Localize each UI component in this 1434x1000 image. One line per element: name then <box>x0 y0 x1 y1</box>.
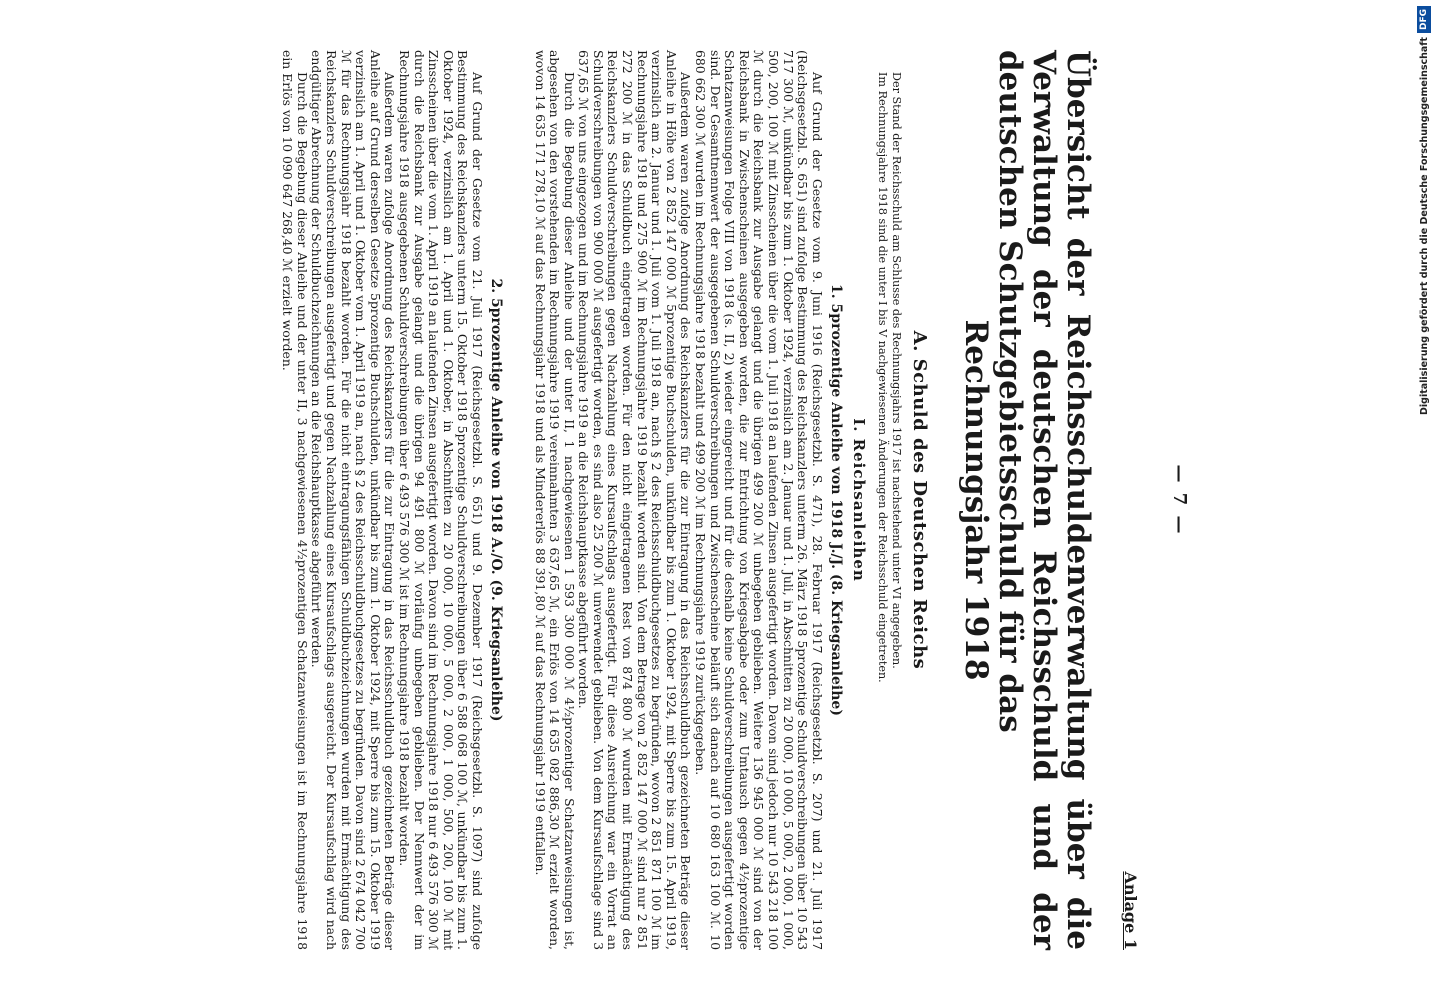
section-spacer <box>510 50 532 950</box>
section-a-intro-line: Der Stand der Reichsschuld am Schlusse des Rechnungsjahrs 1917 ist nachstehend unter VI angegeben. <box>890 72 903 669</box>
annex-label: Anlage 1 <box>1121 871 1140 950</box>
subsection-2-paragraph: Außerdem waren zufolge Anordnung des Reichskanzlers für die zur Eintragung in das Reichsschuldbuch gezeichneten Beträge dieser Anleihe auf Grund derselben Gesetze 5prozentige Buchschulden, unkündbar bis zum 1. Oktober 1924, mit Sperre bis zum 15. Oktober 1919 verzinslich am 1. April und 1. Oktober vom 1. April 1919 an, nach § 2 des Reichsschuldbuchgesetzes zu begründen. Davon sind 2 674 042 700 ℳ für das Rechnungsjahr 1918 bezahlt worden. Für die nicht eintragungsfähigen Schuldbuchzeichnungen wurden mit Ermächtigung des Reichskanzlers Schuldverschreibungen ausgefertigt und gegen Nachzahlung eines Kursaufschlags ausgereicht. Der Kursaufschlag wird nach endgültiger Abrechnung der Schuldbuchzeichnungen an die Reichshauptkasse abgeführt werden. <box>309 50 398 950</box>
rotated-page-scan <box>90 10 1220 990</box>
title-last-line: Rechnungsjahr 1918 <box>958 319 994 681</box>
subsection-1-paragraph: Außerdem waren zufolge Anordnung des Reichskanzlers für die zur Eintragung in das Reichsschuldbuch gezeichneten Beträge dieser Anleihe in Höhe von 2 852 147 000 ℳ 5prozentige Buchschulden, unkündbar bis zum 1. Oktober 1924, mit Sperre bis zum 15. April 1919, verzinslich am 2. Januar und 1. Juli vom 1. Juli 1918 an, nach § 2 des Reichsschuldbuchgesetzes zu begründen, wovon 2 851 871 100 ℳ im Rechnungsjahre 1918 und 275 900 ℳ im Rechnungsjahre 1919 bezahlt worden sind. Von dem Betrage von 2 852 147 000 ℳ sind nur 2 851 272 200 ℳ in das Schuldbuch eingetragen worden. Für den nicht eingetragenen Rest von 874 800 ℳ wurden mit Ermächtigung des Reichskanzlers Schuldverschreibungen gegen Nachzahlung eines Kursaufschlags ausgefertigt. Für diese Ausreichung war ein Vorrat an Schuldverschreibungen von 900 000 ℳ ausgefertigt worden, es sind also 25 200 ℳ unverwendet geblieben. Von dem Kursaufschlage sind 3 637,65 ℳ von uns eingezogen und im Rechnungsjahre 1919 an die Reichshauptkasse abgeführt worden. <box>576 50 694 950</box>
subsection-1-heading: 1. 5prozentige Anleihe von 1918 J./J. (8. Kriegsanleihe) <box>827 284 844 716</box>
subsection-2-heading: 2. 5prozentige Anleihe von 1918 A./O. (9. Kriegsanleihe) <box>487 278 504 722</box>
subsection-2-paragraph: Auf Grund der Gesetze vom 21. Juli 1917 (Reichsgesetzbl. S. 651) und 9. Dezember 1917 (Reichsgesetzbl. S. 1097) sind zufolge Bestimmung des Reichskanzlers unterm 15. Oktober 1918 5prozentige Schuldverschreibungen über 6 588 068 100 ℳ, unkündbar bis zum 1. Oktober 1924, verzinslich am 1. April und 1. Oktober, in Abschnitten zu 20 000, 10 000, 5 000, 2 000, 1 000, 500, 200, 100 ℳ mit Zinsscheinen über die vom 1. April 1919 an laufenden Zinsen ausgefertigt worden. Davon sind im Rechnungsjahre 1918 nur 6 493 576 300 ℳ durch die Reichsbank zur Ausgabe gelangt und die übrigen 94 491 800 ℳ vorläufig unbegeben geblieben. Der Nennwert der im Rechnungsjahre 1918 ausgegebenen Schuldverschreibungen über 6 493 576 300 ℳ ist im Rechnungsjahre 1918 bezahlt worden. <box>396 50 485 950</box>
digitization-credit-text: Digitalisierung gefördert durch die Deutsche Forschungsgemeinschaft <box>1418 37 1430 415</box>
document-title <box>959 50 1095 950</box>
digitization-credit-text-wrap <box>1414 6 1434 996</box>
title-main: Übersicht der Reichsschuldenverwaltung über die Verwaltung der deutschen Reichsschuld und der deutschen Schutzgebietsschuld für das <box>992 50 1096 950</box>
page-number: — 7 — <box>1169 464 1190 536</box>
document-body <box>280 50 930 950</box>
section-a-heading: A. Schuld des Deutschen Reichs <box>909 330 930 670</box>
subsection-1-paragraph: Auf Grund der Gesetze vom 9. Juni 1916 (Reichsgesetzbl. S. 471), 28. Februar 1917 (Reichsgesetzbl. S. 207) und 21. Juli 1917 (Reichsgesetzbl. S. 651) sind zufolge Bestimmung des Reichskanzlers unterm 26. März 1918 5prozentige Schuldverschreibungen über 10 543 717 300 ℳ, unkündbar bis zum 1. Oktober 1924, verzinslich am 2. Januar und 1. Juli, in Abschnitten zu 20 000, 10 000, 5 000, 2 000, 1 000, 500, 200, 100 ℳ mit Zinsscheinen über die vom 1. Juli 1918 an laufenden Zinsen ausgefertigt worden. Davon sind jedoch nur 10 543 218 100 ℳ durch die Reichsbank zur Ausgabe gelangt und die übrigen 499 200 ℳ unbegeben geblieben. Weitere 136 945 000 ℳ sind von der Reichsbank in Zwischenscheinen ausgegeben worden, die zur Entrichtung von Kriegsabgabe oder zum Umtausch gegen 4½prozentige Schatzanweisungen Folge VIII von 1918 (s. II, 2) wieder eingereicht und für die deshalb keine Schuldverschreibungen ausgefertigt worden sind. Der Gesamtnennwert der ausgegebenen Schuldverschreibungen und Zwischenscheine beläuft sich danach auf 10 680 163 100 ℳ. 10 680 662 300 ℳ wurden im Rechnungsjahre 1918 bezahlt und 499 200 ℳ im Rechnungsjahre 1919 zurückgegeben. <box>693 50 825 950</box>
subsection-1-paragraph: Durch die Begebung dieser Anleihe und der unter II, 1 nachgewiesenen 1 593 300 000 ℳ 4½prozentiger Schatzanweisungen ist, abgesehen von den vorstehenden im Rechnungsjahre 1919 vereinnahmten 3 637,65 ℳ, ein Erlös von 14 635 082 886,30 ℳ erzielt worden, wovon 14 635 171 278,10 ℳ auf das Rechnungsjahr 1918 und als Mindererlös 88 391,80 ℳ auf das Rechnungsjahr 1919 entfallen. <box>532 50 577 950</box>
part-i-heading: I. Reichsanleihen <box>849 418 868 582</box>
document-page <box>90 50 1220 950</box>
digitization-credit <box>1414 6 1434 996</box>
dfg-logo: DFG <box>1417 6 1431 33</box>
subsection-2-paragraph: Durch die Begebung dieser Anleihe und der unter II, 3 nachgewiesenen 4½prozentigen Schatzanweisungen ist im Rechnungsjahre 1918 ein Erlös von 10 090 647 268,40 ℳ erzielt worden. <box>280 50 310 950</box>
section-a-intro-line: Im Rechnungsjahre 1918 sind die unter I bis V nachgewiesenen Änderungen der Reichsschuld eingetreten. <box>876 72 890 683</box>
